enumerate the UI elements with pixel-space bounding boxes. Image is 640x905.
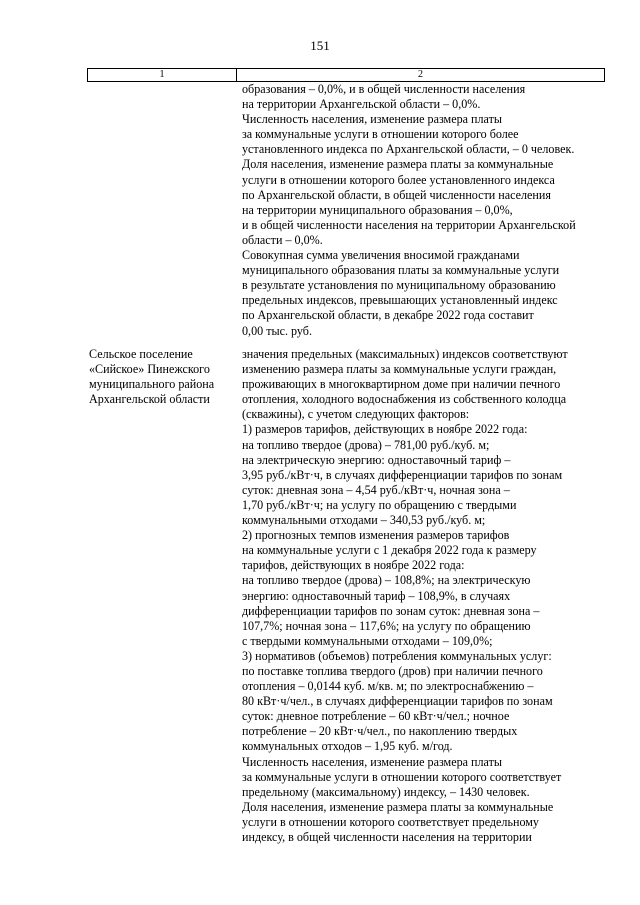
text-line: за коммунальные услуги в отношении которого более [242,127,519,142]
text-line: индексу, в общей численности населения на территории [242,830,532,844]
text-line: на территории муниципального образования – 0,0%, [242,202,513,217]
region-name-cell [89,347,239,407]
text-line: «Сийское» Пинежского [89,362,210,377]
text-line: на территории Архангельской области – 0,0%. [242,97,481,112]
table-header-col1: 1 [88,69,237,81]
text-line: на коммунальные услуги с 1 декабря 2022 года к размеру [242,543,537,558]
text-line: Численность населения, изменение размера платы [242,754,502,769]
text-line: по Архангельской области, в общей численности населения [242,187,551,202]
text-line: отопления – 0,0144 куб. м/кв. м; по электроснабжению – [242,679,534,694]
text-line: (скважины), с учетом следующих факторов: [242,407,470,422]
text-line: установленного индекса по Архангельской области, – 0 человек. [242,142,575,157]
text-line: 1) размеров тарифов, действующих в ноябре 2022 года: [242,422,528,437]
text-line: суток: дневное потребление – 60 кВт·ч/чел.; ночное [242,709,510,724]
text-line: значения предельных (максимальных) индексов соответствуют [242,347,568,361]
text-line: тарифов, действующих в ноябре 2022 года: [242,558,465,573]
text-line: 1,70 руб./кВт·ч; на услугу по обращению с твердыми [242,497,517,512]
text-line: и в общей численности населения на территории Архангельской [242,217,576,232]
text-line: муниципального образования платы за коммунальные услуги [242,263,560,278]
text-line: за коммунальные услуги в отношении которого соответствует [242,769,562,784]
text-line: области – 0,0%. [242,232,323,247]
text-line: предельных индексов, превышающих установленный индекс [242,293,558,308]
text-line: 3,95 руб./кВт·ч, в случаях дифференциации тарифов по зонам [242,467,563,482]
text-line: услуги в отношении которого соответствует предельному [242,814,539,829]
page-number: 151 [310,38,330,53]
text-line: 0,00 тыс. руб. [242,323,312,338]
text-line: 80 кВт·ч/чел., в случаях дифференциации тарифов по зонам [242,694,553,709]
text-line: дифференциации тарифов по зонам суток: дневная зона – [242,603,540,618]
text-line: на электрическую энергию: одноставочный тариф – [242,452,511,467]
text-line: Архангельской области [89,392,210,407]
region-description-block [242,347,608,845]
text-line: муниципального района [89,377,215,392]
text-line: на топливо твердое (дрова) – 108,8%; на электрическую [242,573,531,588]
text-line: коммунальными отходами – 340,53 руб./куб. м; [242,513,486,528]
text-line: Совокупная сумма увеличения вносимой гражданами [242,248,520,263]
text-line: отопления, холодного водоснабжения из собственного колодца [242,392,567,407]
text-line: 3) нормативов (объемов) потребления коммунальных услуг: [242,648,552,663]
text-line: по поставке топлива твердого (дров) при наличии печного [242,663,543,678]
table-header-row [87,68,605,82]
text-line: Численность населения, изменение размера платы [242,112,502,127]
text-line: Доля населения, изменение размера платы за коммунальные [242,799,554,814]
text-line: предельному (максимальному) индексу, – 1430 человек. [242,784,530,799]
text-line: Доля населения, изменение размера платы за коммунальные [242,157,554,172]
text-line: в результате установления по муниципальному образованию [242,278,556,293]
text-line: изменению размера платы за коммунальные услуги граждан, [242,362,557,377]
text-line: услуги в отношении которого более установленного индекса [242,172,555,187]
text-line: коммунальных отходов – 1,95 куб. м/год. [242,739,453,754]
text-line: энергию: одноставочный тариф – 108,9%, в случаях [242,588,511,603]
text-line: образования – 0,0%, и в общей численности населения [242,82,526,96]
text-line: 2) прогнозных темпов изменения размеров тарифов [242,528,510,543]
text-line: 107,7%; ночная зона – 117,6%; на услугу по обращению [242,618,531,633]
text-line: Сельское поселение [89,347,193,361]
text-line: по Архангельской области, в декабре 2022 года составит [242,308,534,323]
continuation-text-block [242,82,608,339]
text-line: с твердыми коммунальными отходами – 109,0%; [242,633,493,648]
text-line: на топливо твердое (дрова) – 781,00 руб./куб. м; [242,437,490,452]
text-line: потребление – 20 кВт·ч/чел., по накоплению твердых [242,724,518,739]
text-line: суток: дневная зона – 4,54 руб./кВт·ч, ночная зона – [242,482,510,497]
text-line: проживающих в многоквартирном доме при наличии печного [242,377,561,392]
table-header-col2: 2 [418,69,423,80]
